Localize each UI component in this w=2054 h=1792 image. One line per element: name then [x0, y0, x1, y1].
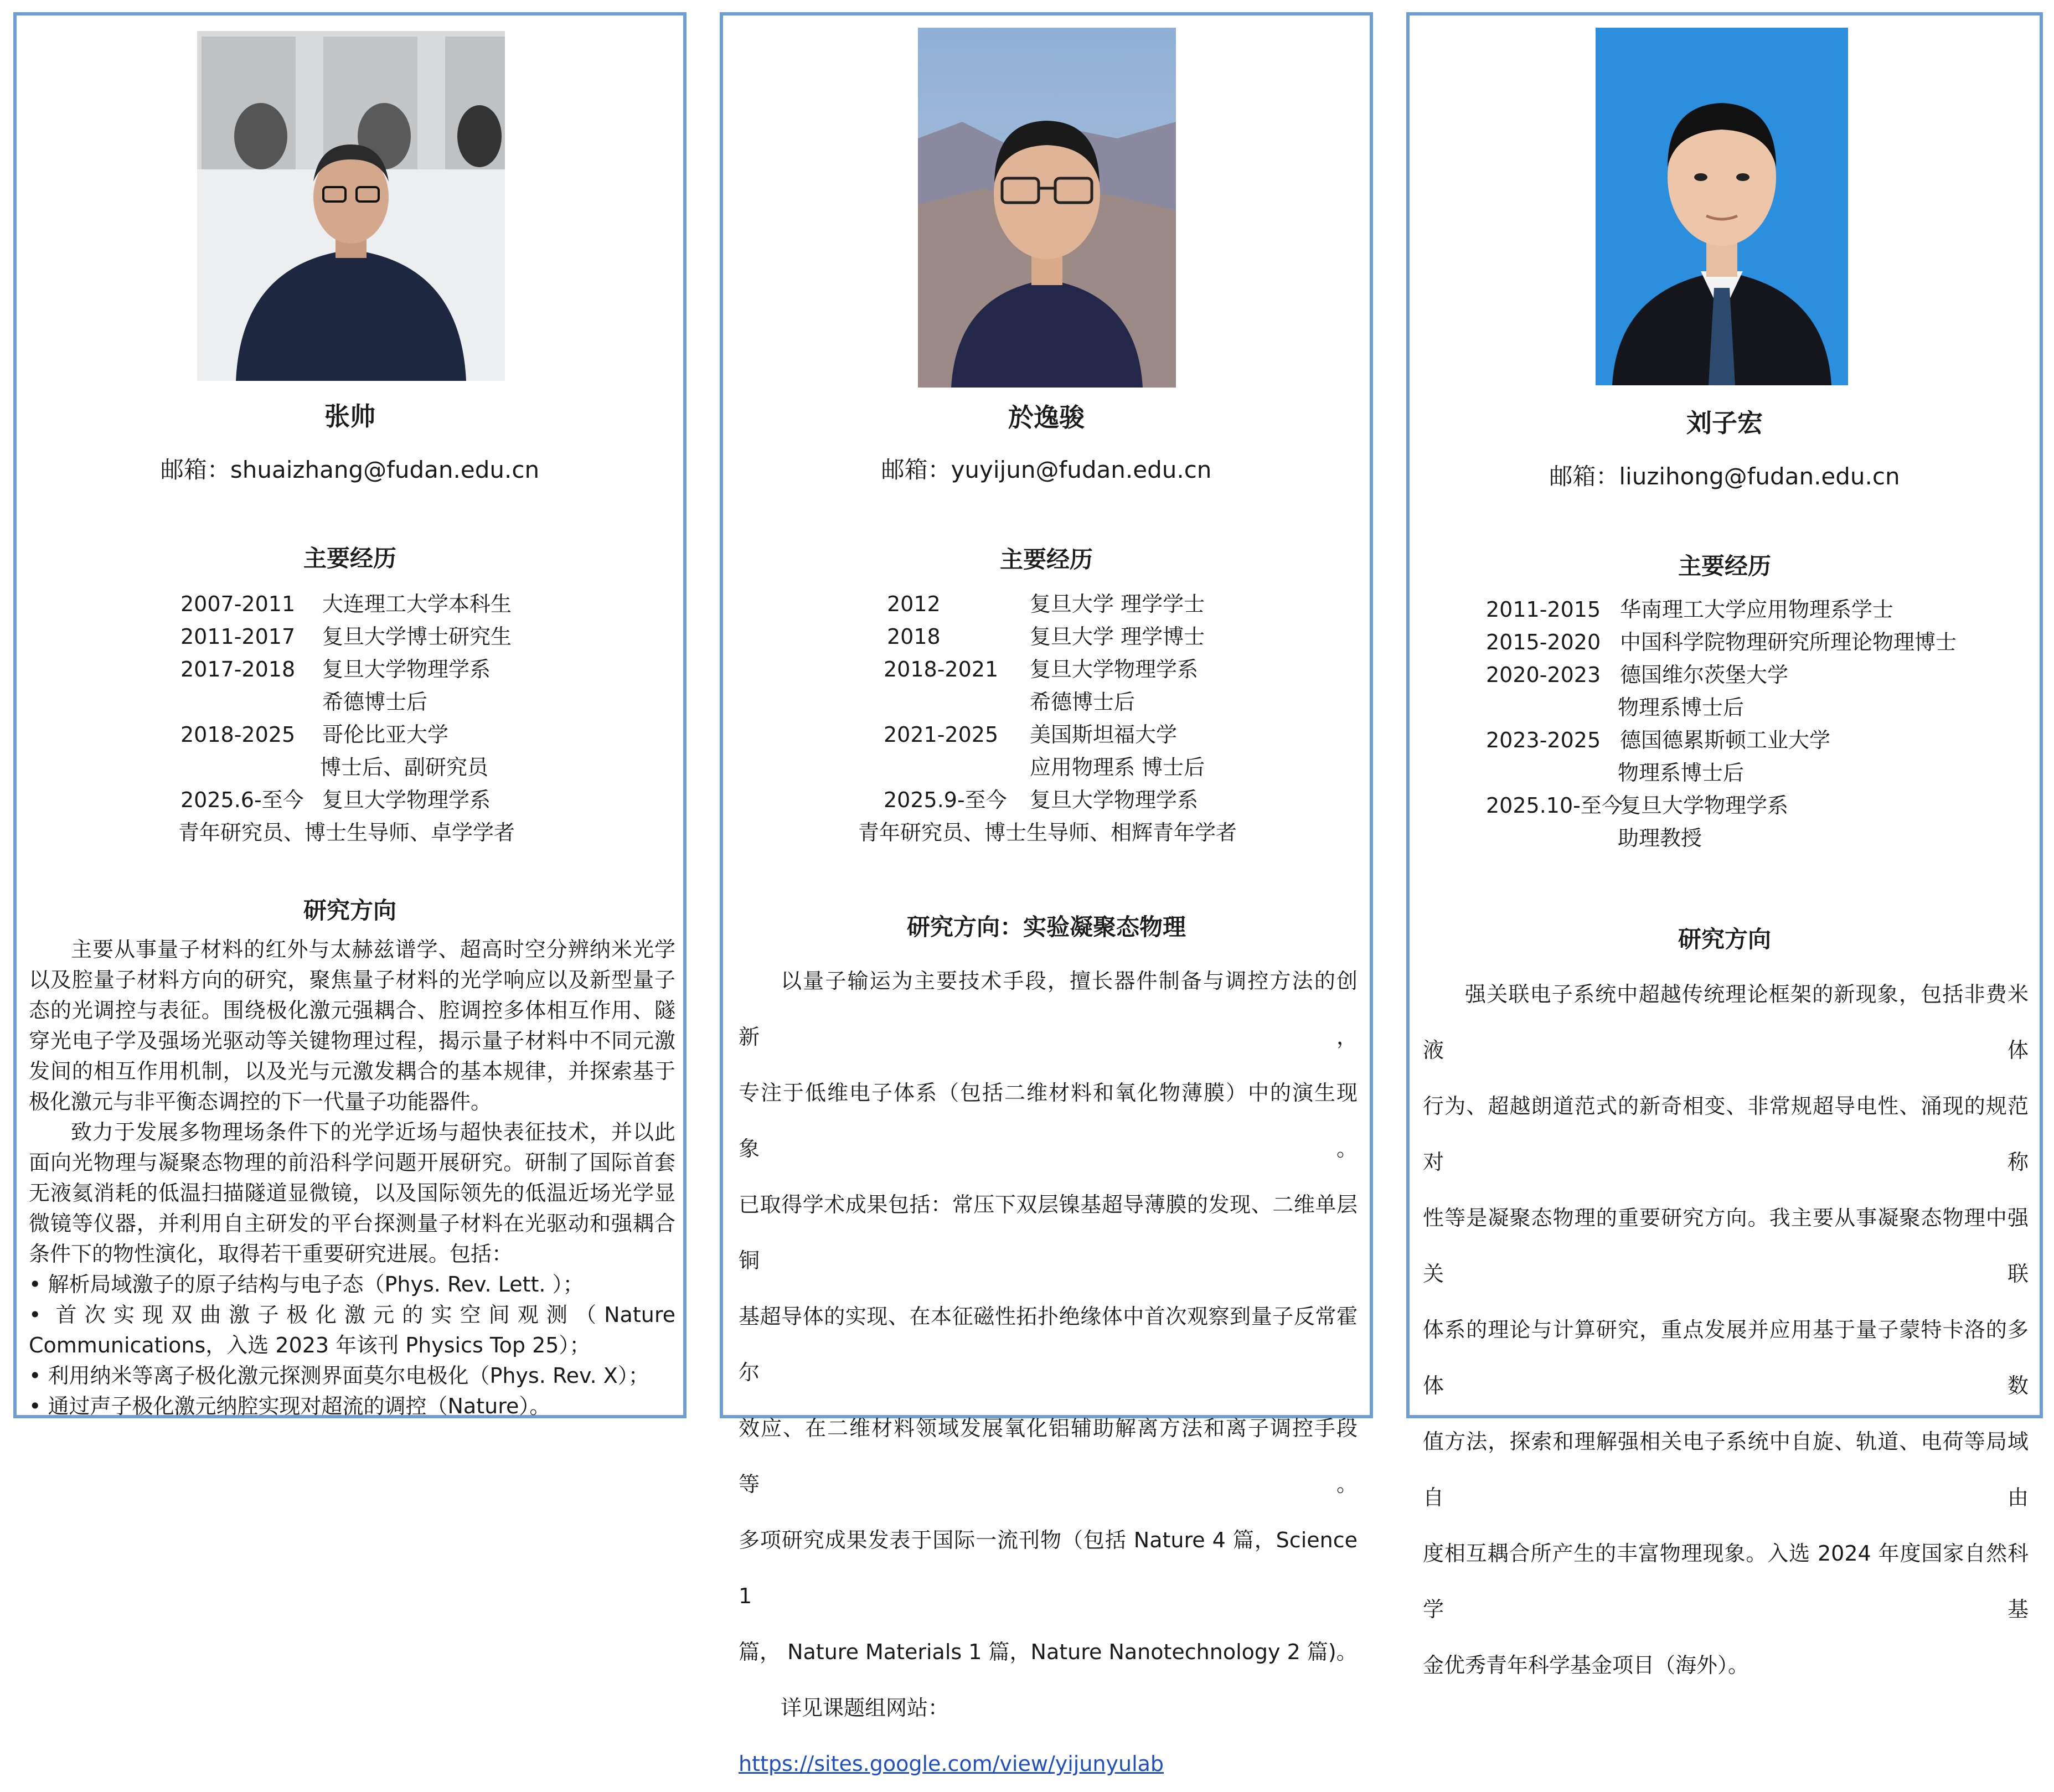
experience-text: 助理教授	[1618, 826, 1702, 850]
experience-text: 哥伦比亚大学	[322, 722, 449, 747]
experience-row	[1410, 659, 2040, 691]
experience-year: 2011-2015	[1486, 597, 1601, 622]
research-text: 以量子输运为主要技术手段，擅长器件制备与调控方法的创新， 专注于低维电子体系（包括二维材料和氧化物薄膜）中的演生现象。 已取得学术成果包括：常压下双层镍基超导薄膜的发现、二维单层铜 基超导体的实现、在本征磁性拓扑绝缘体中首次观察到量子反常霍尔 效应、在二维材料领域发展氧化铝辅助解离方法和离子调控手段等。 多项研究成果发表于国际一流刊物（包括 Nature 4 篇，Science 1 篇， Nature Materials 1 篇，Nature Nanotechnology 2 篇)。 详见课题组网站： https://sites.google.com/view/yijunyulab	[739, 953, 1358, 1792]
experience-tail: 青年研究员、博士生导师、相辉青年学者	[858, 820, 1237, 845]
experience-row	[723, 621, 1370, 653]
experience-row	[17, 588, 683, 620]
email-address: 邮箱：shuaizhang@fudan.edu.cn	[160, 456, 540, 483]
portrait-photo	[918, 28, 1176, 388]
experience-text: 复旦大学物理学系	[322, 657, 491, 681]
experience-year: 2011-2017	[180, 624, 296, 649]
profile-card-liu	[1406, 12, 2043, 1677]
experience-text: 复旦大学物理学系	[1030, 657, 1199, 681]
experience-year: 2025.10-至今	[1486, 793, 1623, 818]
experience-year: 2025.9-至今	[884, 788, 1007, 812]
experience-year: 2018-2021	[884, 657, 999, 681]
profile-card-yu	[720, 12, 1373, 1776]
experience-year: 2017-2018	[180, 657, 296, 681]
experience-row	[1410, 626, 2040, 658]
experience-text: 复旦大学 理学博士	[1030, 624, 1205, 649]
website-label: 详见课题组网站：	[781, 1696, 949, 1720]
experience-year: 2012	[887, 592, 941, 616]
research-text: 主要从事量子材料的红外与太赫兹谱学、超高时空分辨纳米光学 以及腔量子材料方向的研究，聚焦量子材料的光学响应以及新型量子 态的光调控与表征。围绕极化激元强耦合、腔调控多体相互作用、隧 穿光电子学及强场光驱动等关键物理过程，揭示量子材料中不同元激 发间的相互作用机制，以及光与元激发耦合的基本规律，并探索基于 极化激元与非平衡态调控的下一代量子功能器件。 致力于发展多物理场条件下的光学近场与超快表征技术，并以此 面向光物理与凝聚态物理的前沿科学问题开展研究。研制了国际首套 无液氦消耗的低温扫描隧道显微镜，以及国际领先的低温近场光学显 微镜等仪器，并利用自主研发的平台探测量子材料在光驱动和强耦合 条件下的物性演化，取得若干重要研究进展。包括： • 解析局域激子的原子结构与电子态（Phys. Rev. Lett. ）； • 首次实现双曲激子极化激元的实空间观测（Nature Communications，入选 2023 年该刊 Physics Top 25）； • 利用纳米等离子极化激元探测界面莫尔电极化（Phys. Rev. X）； • 通过声子极化激元纳腔实现对超流的调控（Nature）。	[29, 937, 675, 1418]
experience-year: 2020-2023	[1486, 663, 1601, 687]
experience-year: 2021-2025	[884, 722, 999, 747]
portrait-photo	[1596, 28, 1848, 385]
website-line	[739, 1680, 1358, 1792]
experience-heading: 主要经历	[999, 546, 1093, 573]
research-heading: 研究方向	[303, 897, 396, 924]
experience-row	[723, 751, 1370, 783]
experience-row	[1410, 691, 2040, 724]
experience-text: 物理系博士后	[1618, 695, 1745, 720]
experience-text: 中国科学院物理研究所理论物理博士	[1620, 630, 1957, 654]
experience-text: 复旦大学博士研究生	[322, 624, 512, 649]
experience-row	[723, 686, 1370, 718]
experience-text: 应用物理系 博士后	[1030, 755, 1205, 779]
experience-text: 希德博士后	[1030, 690, 1136, 714]
experience-text: 德国维尔茨堡大学	[1620, 663, 1789, 687]
research-text: 强关联电子系统中超越传统理论框架的新现象，包括非费米液体 行为、超越朗道范式的新奇相变、非常规超导电性、涌现的规范对称 性等是凝聚态物理的重要研究方向。我主要从事凝聚态物理中强关联 体系的理论与计算研究，重点发展并应用基于量子蒙特卡洛的多体数 值方法，探索和理解强相关电子系统中自旋、轨道、电荷等局域自由 度相互耦合所产生的丰富物理现象。入选 2024 年度国家自然科学基 金优秀青年科学基金项目（海外）。	[1423, 982, 2029, 1677]
experience-text: 大连理工大学本科生	[322, 592, 512, 616]
experience-row	[1410, 822, 2040, 854]
experience-row	[1410, 593, 2040, 626]
lab-website-link[interactable]: https://sites.google.com/view/yijunyulab	[739, 1752, 1164, 1776]
experience-heading: 主要经历	[1678, 552, 1771, 580]
experience-text: 华南理工大学应用物理系学士	[1620, 597, 1894, 622]
experience-text: 德国德累斯顿工业大学	[1620, 728, 1831, 752]
experience-row	[1410, 789, 2040, 822]
experience-text: 希德博士后	[322, 690, 428, 714]
experience-year: 2018	[887, 624, 941, 649]
email-address: 邮箱：yuyijun@fudan.edu.cn	[881, 456, 1212, 483]
experience-text: 复旦大学物理学系	[1030, 788, 1199, 812]
experience-row	[723, 784, 1370, 816]
experience-row	[723, 653, 1370, 685]
experience-row	[17, 751, 683, 783]
experience-year: 2025.6-至今	[180, 788, 304, 812]
experience-year: 2015-2020	[1486, 630, 1601, 654]
person-name: 刘子宏	[1686, 408, 1763, 438]
experience-row	[17, 686, 683, 718]
experience-row	[723, 588, 1370, 620]
profile-card-zhang	[13, 12, 687, 1418]
experience-year: 2007-2011	[180, 592, 296, 616]
experience-row	[17, 719, 683, 751]
experience-year: 2018-2025	[180, 722, 296, 747]
experience-heading: 主要经历	[303, 545, 396, 572]
experience-row	[17, 784, 683, 816]
experience-row	[17, 653, 683, 685]
email-address: 邮箱：liuzihong@fudan.edu.cn	[1549, 463, 1900, 490]
experience-text: 物理系博士后	[1618, 761, 1745, 785]
research-heading: 研究方向	[1678, 926, 1771, 953]
person-name: 张帅	[324, 401, 375, 431]
experience-row	[723, 719, 1370, 751]
research-heading: 研究方向：实验凝聚态物理	[906, 913, 1186, 941]
experience-tail: 青年研究员、博士生导师、卓学学者	[178, 820, 515, 845]
experience-year: 2023-2025	[1486, 728, 1601, 752]
experience-text: 复旦大学物理学系	[322, 788, 491, 812]
experience-text: 复旦大学物理学系	[1620, 793, 1789, 818]
experience-text: 博士后、副研究员	[320, 755, 489, 779]
experience-row	[1410, 757, 2040, 789]
person-name: 於逸骏	[1008, 402, 1085, 432]
portrait-photo	[197, 31, 505, 381]
experience-row	[1410, 724, 2040, 756]
experience-text: 美国斯坦福大学	[1030, 722, 1178, 747]
experience-text: 复旦大学 理学学士	[1030, 592, 1205, 616]
experience-row	[17, 621, 683, 653]
